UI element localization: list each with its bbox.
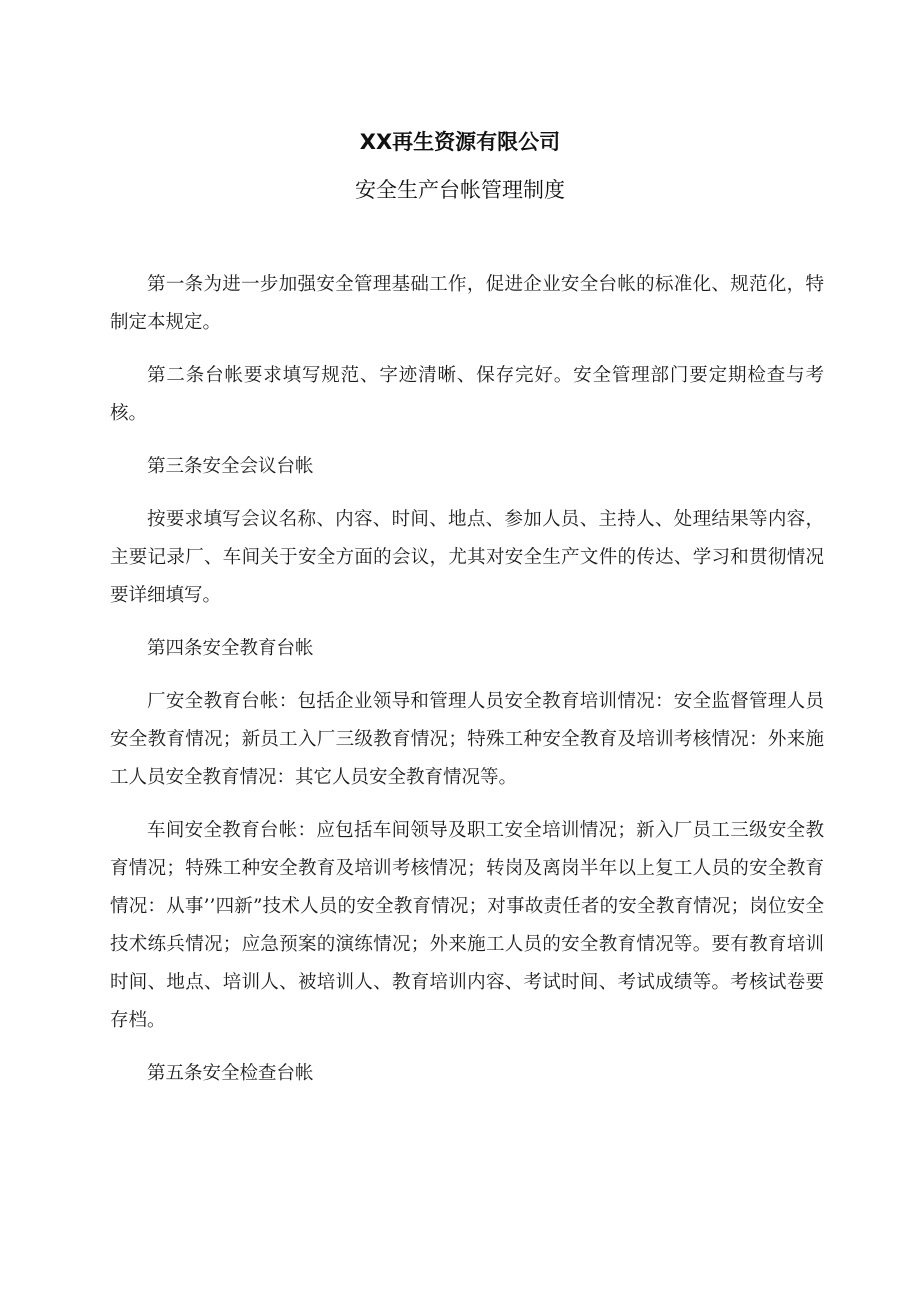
title-block (0, 128, 920, 204)
factory-education-paragraph: 厂安全教育台帐：包括企业领导和管理人员安全教育培训情况：安全监督管理人员安全教育情况；新员工入厂三级教育情况；特殊工种安全教育及培训考核情况：外来施工人员安全教育情况：其它人员安全教育情况等。 (110, 691, 824, 788)
article-3-heading: 第三条安全会议台帐 (147, 456, 314, 477)
workshop-education-paragraph: 车间安全教育台帐：应包括车间领导及职工安全培训情况；新入厂员工三级安全教育情况；特殊工种安全教育及培训考核情况；转岗及离岗半年以上复工人员的安全教育情况：从事’’四新”技术人员的安全教育情况；对事故责任者的安全教育情况；岗位安全技术练兵情况；应急预案的演练情况；外来施工人员的安全教育情况等。要有教育培训时间、地点、培训人、被培训人、教育培训内容、考试时间、考试成绩等。考核试卷要存档。 (110, 820, 824, 1031)
article-2-paragraph: 第二条台帐要求填写规范、字迹清晰、保存完好。安全管理部门要定期检查与考核。 (110, 365, 824, 424)
document-body (110, 266, 824, 1108)
article-1-paragraph: 第一条为进一步加强安全管理基础工作，促进企业安全台帐的标准化、规范化，特制定本规定。 (110, 274, 824, 333)
document-title: 安全生产台帐管理制度 (355, 178, 565, 202)
company-title: XX再生资源有限公司 (359, 130, 561, 154)
article-5-heading: 第五条安全检查台帐 (147, 1063, 314, 1084)
article-4-heading: 第四条安全教育台帐 (147, 638, 314, 659)
meeting-ledger-paragraph: 按要求填写会议名称、内容、时间、地点、参加人员、主持人、处理结果等内容，主要记录厂、车间关于安全方面的会议，尤其对安全生产文件的传达、学习和贯彻情况要详细填写。 (110, 509, 824, 606)
